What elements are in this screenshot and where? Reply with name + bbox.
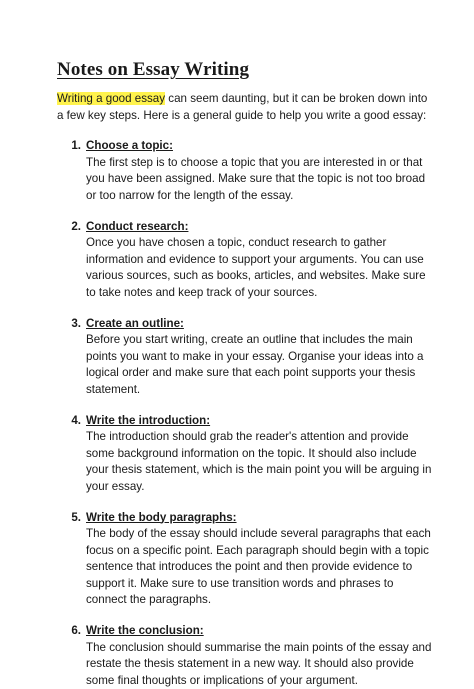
intro-paragraph: [57, 91, 434, 124]
step-text: Once you have chosen a topic, conduct research to gather information and evidence to support your arguments. You can use various sources, such as books, articles, and websites. Make sure to take notes and keep track of your sources.: [86, 235, 434, 301]
step-text: Before you start writing, create an outline that includes the main points you want to make in your essay. Organise your ideas into a logical order and make sure that each point supports your thesis statement.: [86, 332, 434, 398]
intro-text: can seem daunting, but it can be broken down into a few key steps. Here is a general guide to help you write a good essay:: [57, 92, 427, 122]
step-title: Choose a topic:: [86, 138, 434, 155]
step-number: 4.: [57, 413, 86, 496]
step-number: 5.: [57, 510, 86, 609]
step-item: [57, 316, 434, 399]
step-title: Create an outline:: [86, 316, 434, 333]
step-item: [57, 623, 434, 689]
step-text: The introduction should grab the reader's attention and provide some background information on the topic. It should also include your thesis statement, which is the main point you will be arguing in your essay.: [86, 429, 434, 495]
step-item: [57, 219, 434, 302]
step-number: 3.: [57, 316, 86, 399]
step-number: 2.: [57, 219, 86, 302]
step-text: The first step is to choose a topic that you are interested in or that you have been assigned. Make sure that the topic is not too broad or too narrow for the length of the essay.: [86, 155, 434, 205]
step-number: 6.: [57, 623, 86, 689]
step-number: 1.: [57, 138, 86, 204]
step-item: [57, 138, 434, 204]
step-title: Write the introduction:: [86, 413, 434, 430]
steps-list: [57, 138, 434, 689]
step-item: [57, 413, 434, 496]
step-item: [57, 510, 434, 609]
intro-highlight: Writing a good essay: [57, 92, 165, 105]
step-title: Write the conclusion:: [86, 623, 434, 640]
step-title: Conduct research:: [86, 219, 434, 236]
step-title: Write the body paragraphs:: [86, 510, 434, 527]
document-title: Notes on Essay Writing: [57, 58, 434, 82]
step-text: The body of the essay should include several paragraphs that each focus on a specific point. Each paragraph should begin with a topic sentence that introduces the point and then provide evidence to support it. Make sure to use transition words and phrases to connect the paragraphs.: [86, 526, 434, 609]
step-text: The conclusion should summarise the main points of the essay and restate the thesis statement in a new way. It should also provide some final thoughts or implications of your argument.: [86, 640, 434, 689]
